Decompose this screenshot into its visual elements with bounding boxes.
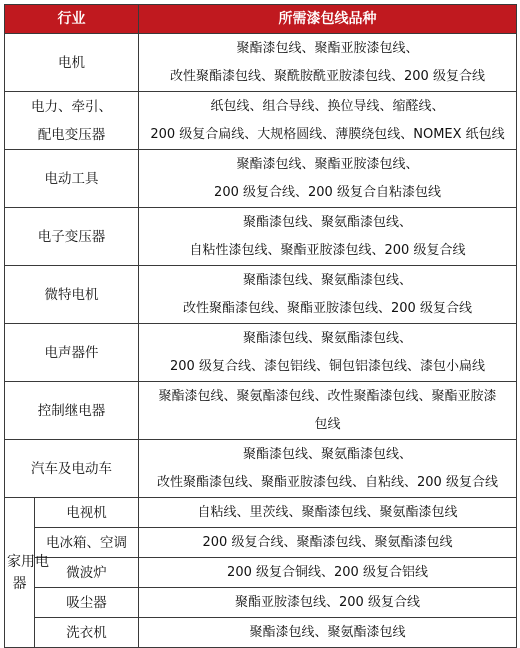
- product-line: 自粘性漆包线、聚酯亚胺漆包线、200 级复合线: [189, 242, 466, 258]
- table-row: [5, 498, 517, 528]
- group-label-line: 家用电: [7, 553, 49, 570]
- table-row: [5, 34, 517, 92]
- industry-line: 配电变压器: [37, 126, 106, 143]
- table-row: [5, 588, 517, 618]
- product-line: 改性聚酯漆包线、聚酰胺酰亚胺漆包线、200 级复合线: [170, 68, 485, 84]
- products-cell: 自粘线、里茨线、聚酯漆包线、聚氨酯漆包线: [139, 498, 517, 528]
- header-products: 所需漆包线品种: [139, 5, 517, 34]
- table-row: [5, 208, 517, 266]
- product-line: 改性聚酯漆包线、聚酯亚胺漆包线、200 级复合线: [183, 300, 472, 316]
- products-cell: 聚酯漆包线、聚氨酯漆包线: [139, 618, 517, 648]
- table-row: [5, 528, 517, 558]
- industry-cell: 汽车及电动车: [5, 440, 139, 498]
- product-line: 200 级复合线、200 级复合自粘漆包线: [214, 184, 441, 200]
- product-line: 聚酯漆包线、聚酯亚胺漆包线、: [236, 156, 419, 172]
- table-row: [5, 150, 517, 208]
- header-row: [5, 5, 517, 34]
- industry-cell: [5, 92, 139, 150]
- wire-industry-table: [4, 4, 517, 648]
- appliance-name-cell: 洗衣机: [35, 618, 139, 648]
- industry-cell: 电声器件: [5, 324, 139, 382]
- appliance-group-cell: [5, 498, 49, 648]
- product-line: 聚酯漆包线、聚氨酯漆包线、: [242, 272, 412, 288]
- industry-cell: 控制继电器: [5, 382, 139, 440]
- table-row: [5, 440, 517, 498]
- industry-cell: 电动工具: [5, 150, 139, 208]
- product-line: 聚酯漆包线、聚氨酯漆包线、: [242, 446, 412, 462]
- products-cell: [139, 92, 517, 150]
- products-cell: [139, 150, 517, 208]
- product-line: 包线: [314, 416, 341, 432]
- product-line: 改性聚酯漆包线、聚酯亚胺漆包线、自粘线、200 级复合线: [157, 474, 498, 490]
- products-cell: [139, 324, 517, 382]
- table-row: [5, 558, 517, 588]
- products-cell: [139, 266, 517, 324]
- table-row: [5, 92, 517, 150]
- products-cell: 200 级复合铜线、200 级复合铝线: [139, 558, 517, 588]
- table-row: [5, 618, 517, 648]
- product-line: 聚酯漆包线、聚氨酯漆包线、改性聚酯漆包线、聚酯亚胺漆: [158, 388, 497, 404]
- product-line: 聚酯漆包线、聚酯亚胺漆包线、: [236, 40, 419, 56]
- industry-line: 电力、牵引、: [31, 98, 112, 115]
- group-label-line: 器: [12, 575, 27, 592]
- header-industry: 行业: [5, 5, 139, 34]
- appliance-name-cell: 吸尘器: [35, 588, 139, 618]
- products-cell: [139, 208, 517, 266]
- appliance-name-cell: 电冰箱、空调: [35, 528, 139, 558]
- products-cell: 200 级复合线、聚酯漆包线、聚氨酯漆包线: [139, 528, 517, 558]
- table-row: [5, 266, 517, 324]
- product-line: 聚酯漆包线、聚氨酯漆包线、: [242, 330, 412, 346]
- table-row: [5, 324, 517, 382]
- industry-cell: 电子变压器: [5, 208, 139, 266]
- industry-cell: 电机: [5, 34, 139, 92]
- appliance-name-cell: 电视机: [35, 498, 139, 528]
- products-cell: 聚酯亚胺漆包线、200 级复合线: [139, 588, 517, 618]
- product-line: 纸包线、组合导线、换位导线、缩醛线、: [210, 98, 445, 114]
- product-line: 聚酯漆包线、聚氨酯漆包线、: [242, 214, 412, 230]
- product-line: 200 级复合扁线、大规格圆线、薄膜绕包线、NOMEX 纸包线: [150, 126, 505, 142]
- industry-cell: 微特电机: [5, 266, 139, 324]
- products-cell: [139, 440, 517, 498]
- products-cell: [139, 382, 517, 440]
- product-line: 200 级复合线、漆包铝线、铜包铝漆包线、漆包小扁线: [170, 358, 485, 374]
- products-cell: [139, 34, 517, 92]
- table-row: [5, 382, 517, 440]
- appliance-name-cell: 微波炉: [35, 558, 139, 588]
